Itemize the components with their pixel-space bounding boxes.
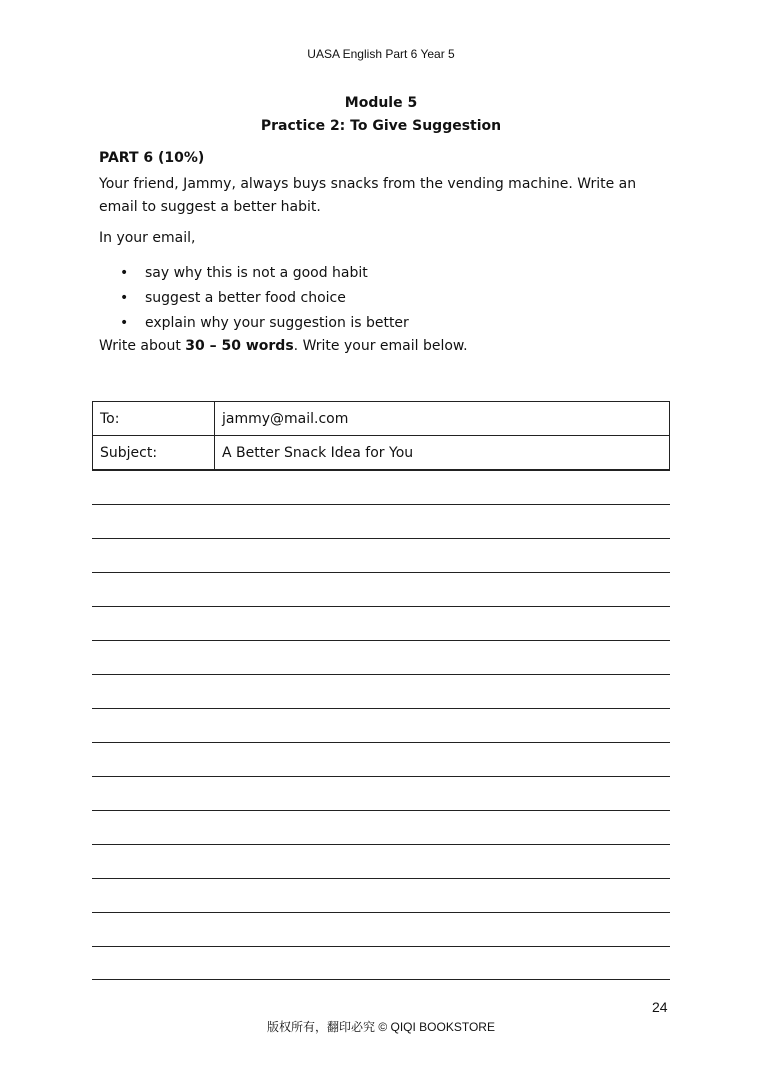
writing-line: [92, 810, 670, 811]
writing-line: [92, 504, 670, 505]
word-count-instruction: [99, 338, 468, 354]
writing-line: [92, 674, 670, 675]
bullet-text: say why this is not a good habit: [145, 265, 368, 281]
bullet-dot-icon: •: [120, 290, 129, 306]
writing-line: [92, 640, 670, 641]
in-your-email-label: In your email,: [99, 230, 196, 246]
word-count-suffix: . Write your email below.: [293, 338, 468, 354]
bullet-item: [120, 313, 409, 338]
word-count-range: 30 – 50 words: [185, 338, 294, 354]
task-instruction: Your friend, Jammy, always buys snacks from the vending machine. Write an email to suggest a better habit.: [99, 176, 637, 215]
writing-line: [92, 606, 670, 607]
bullet-list: [120, 263, 409, 338]
writing-line: [92, 776, 670, 777]
to-label: To:: [93, 402, 215, 436]
bullet-dot-icon: •: [120, 315, 129, 331]
page-number: 24: [652, 999, 668, 1015]
writing-line: [92, 538, 670, 539]
subject-value[interactable]: A Better Snack Idea for You: [215, 436, 670, 470]
writing-line: [92, 979, 670, 980]
to-value[interactable]: jammy@mail.com: [215, 402, 670, 436]
bullet-text: suggest a better food choice: [145, 290, 346, 306]
email-header-table: [92, 401, 670, 470]
subject-label: Subject:: [93, 436, 215, 470]
writing-line: [92, 470, 670, 471]
to-row: [93, 402, 670, 436]
bullet-item: [120, 288, 409, 313]
bullet-text: explain why your suggestion is better: [145, 315, 409, 331]
writing-line: [92, 572, 670, 573]
subject-row: [93, 436, 670, 470]
writing-line: [92, 912, 670, 913]
copyright-footer: 版权所有，翻印必究 © QIQI BOOKSTORE: [267, 1020, 495, 1034]
practice-title: Practice 2: To Give Suggestion: [260, 118, 502, 134]
word-count-prefix: Write about: [99, 338, 186, 354]
writing-line: [92, 708, 670, 709]
writing-line: [92, 878, 670, 879]
part-label: PART 6 (10%): [99, 150, 205, 166]
writing-line: [92, 946, 670, 947]
writing-line: [92, 742, 670, 743]
bullet-dot-icon: •: [120, 265, 129, 281]
writing-line: [92, 844, 670, 845]
bullet-item: [120, 263, 409, 288]
module-title: Module 5: [344, 95, 418, 111]
running-head: UASA English Part 6 Year 5: [307, 47, 455, 61]
